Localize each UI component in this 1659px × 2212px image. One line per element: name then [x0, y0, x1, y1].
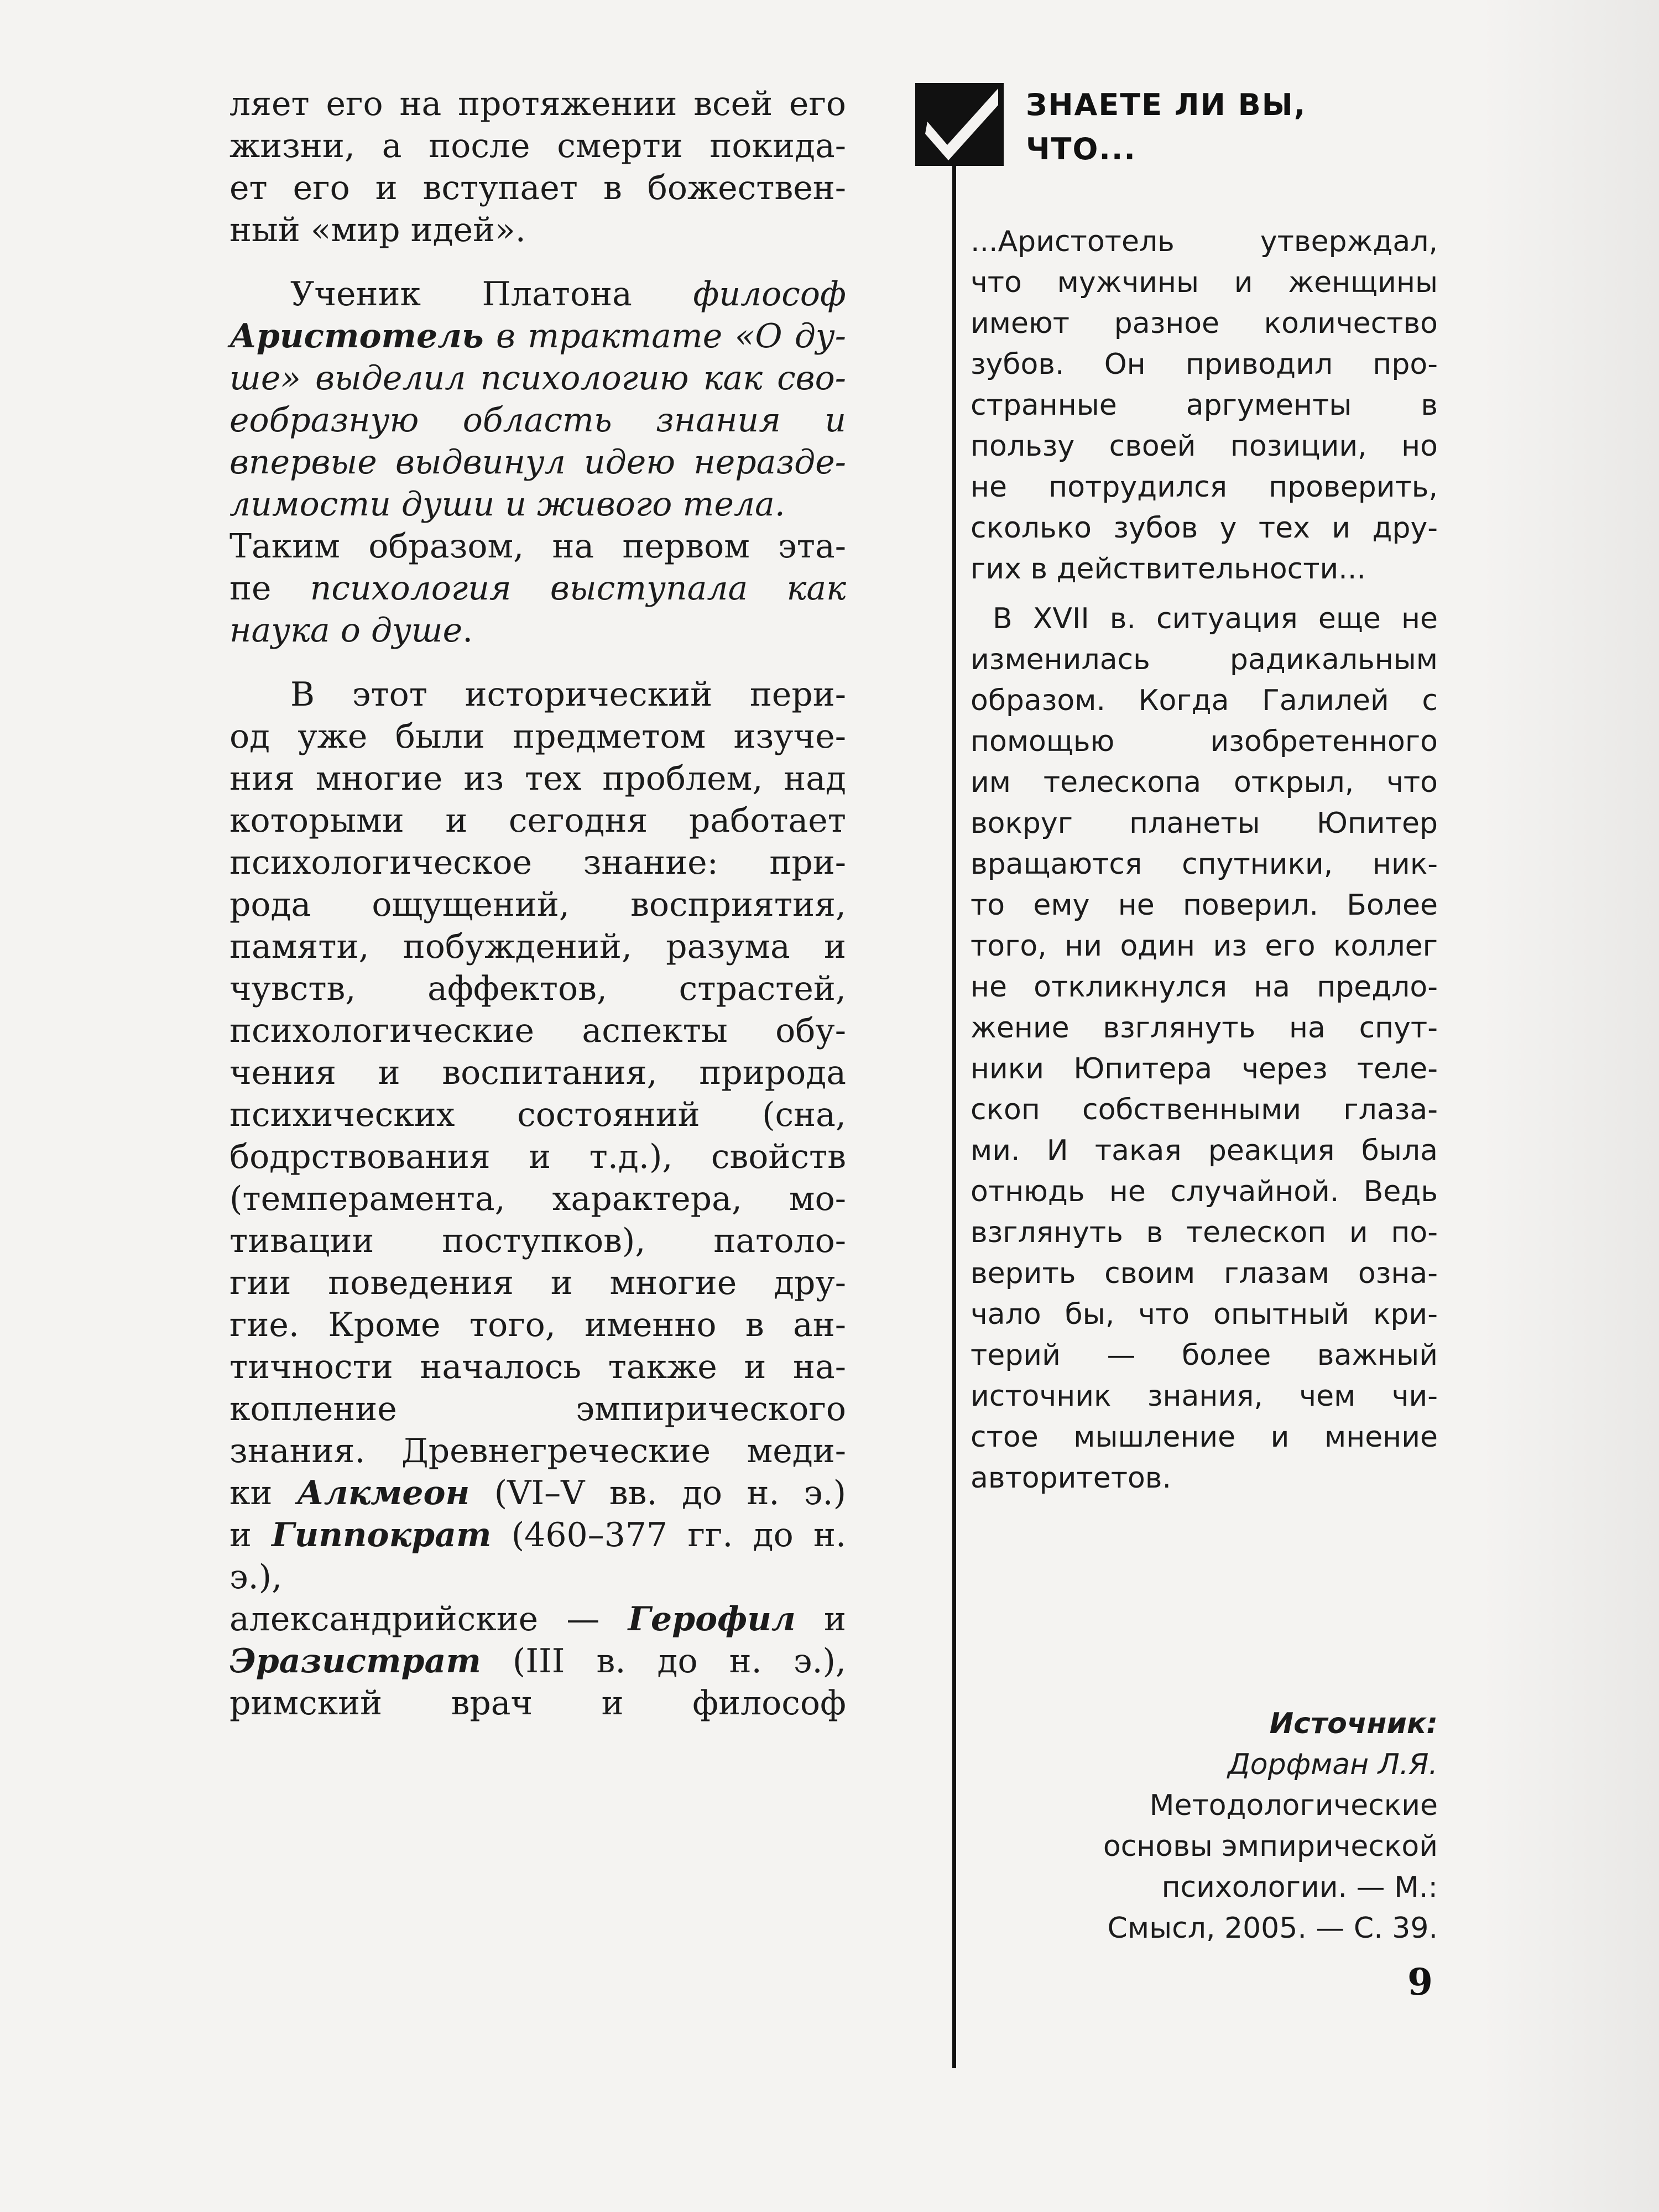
text-line: психических состояний (сна, [229, 1095, 846, 1134]
text-line [229, 1514, 846, 1598]
text-line: психологические аспекты обу- [229, 1011, 846, 1050]
text-line: ми. И такая реакция была [971, 1134, 1438, 1167]
text-line: Таким образом, на первом эта- [229, 527, 846, 566]
text-line [229, 1640, 846, 1682]
sidebar-paragraph-1 [971, 221, 1438, 589]
main-text-column [229, 83, 846, 1746]
text-line: источник знания, чем чи- [971, 1380, 1438, 1413]
source-line: психологии. — М.: [1161, 1871, 1438, 1904]
source-citation [971, 1703, 1438, 1949]
emphasis-text: философ [693, 275, 846, 314]
bold-name: Аристотель [229, 317, 484, 356]
bold-name: Эразистрат [229, 1642, 481, 1681]
text-line: изменилась радикальным [971, 643, 1438, 676]
text-line: имеют разное количество [971, 307, 1438, 340]
text-line: ляет его на протяжении всей его [229, 85, 846, 123]
emphasis-text: в трактате «О ду- [483, 317, 846, 356]
sidebar-divider [952, 166, 956, 2068]
text-line: что мужчины и женщины [971, 266, 1438, 299]
text-line: В этот исторический пери- [290, 675, 846, 714]
text-line: сколько зубов у тех и дру- [971, 512, 1438, 545]
text-span: (III в. до н. э.), [481, 1642, 846, 1681]
text-line: верить своим глазам озна- [971, 1257, 1438, 1290]
text-line: чения и воспитания, природа [229, 1053, 846, 1092]
text-line: то ему не поверил. Более [971, 889, 1438, 922]
text-line: ...Аристотель утверждал, [971, 225, 1438, 258]
text-line: скоп собственными глаза- [971, 1093, 1438, 1126]
text-line: гих в действительности... [971, 552, 1366, 586]
source-line: Смысл, 2005. — С. 39. [1107, 1912, 1438, 1945]
text-line: вращаются спутники, ник- [971, 848, 1438, 881]
text-line: психологическое знание: при- [229, 843, 846, 882]
checkmark-box-icon [915, 83, 1004, 166]
text-line: помощью изобретенного [971, 725, 1438, 758]
text-line: вокруг планеты Юпитер [971, 807, 1438, 840]
text-line: которыми и сегодня работает [229, 801, 846, 840]
emphasis-text: наука о душе [229, 611, 463, 650]
text-line: ния многие из тех проблем, над [229, 759, 846, 798]
text-span: ки [229, 1474, 297, 1512]
paragraph-2 [229, 273, 846, 651]
source-line: основы эмпирической [1103, 1830, 1438, 1863]
text-line: того, ни один из его коллег [971, 930, 1438, 963]
text-line: знания. Древнегреческие меди- [229, 1432, 846, 1470]
text-line: тивации поступков), патоло- [229, 1222, 846, 1260]
text-line: гие. Кроме того, именно в ан- [229, 1306, 846, 1344]
emphasis-text: впервые выдвинул идею неразде- [229, 443, 846, 482]
text-line [229, 567, 846, 609]
text-span: и [229, 1516, 272, 1554]
text-line: (темперамента, характера, мо- [229, 1180, 846, 1218]
text-line: бодрствования и т.д.), свойств [229, 1138, 846, 1176]
text-line [229, 1598, 846, 1640]
text-line [229, 357, 846, 399]
bold-name: Гиппократ [272, 1516, 492, 1554]
text-line: римский врач и философ [229, 1684, 846, 1723]
emphasis-text: еобразную область знания и [229, 401, 846, 440]
emphasis-text: лимости души и живого тела. [229, 485, 785, 524]
text-line: авторитетов. [971, 1462, 1171, 1495]
sidebar-paragraph-2 [971, 598, 1438, 1499]
text-line: терий — более важный [971, 1339, 1438, 1372]
text-span: (460–377 гг. до н. э.), [229, 1516, 847, 1597]
sidebar-title-line: ЗНАЕТЕ ЛИ ВЫ, [1026, 87, 1307, 122]
emphasis-text: психология выступала как [310, 569, 846, 608]
text-line: ет его и вступает в божествен- [229, 169, 846, 207]
text-line: стое мышление и мнение [971, 1421, 1438, 1454]
text-span: и [795, 1600, 846, 1639]
text-line: гии поведения и многие дру- [229, 1264, 846, 1302]
paragraph-1 [229, 83, 846, 251]
text-line: зубов. Он приводил про- [971, 348, 1438, 381]
text-span: (VI–V вв. до н. э.) [469, 1474, 847, 1512]
text-line: рода ощущений, восприятия, [229, 885, 846, 924]
text-line: им телескопа открыл, что [971, 766, 1438, 799]
text-line: чало бы, что опытный кри- [971, 1298, 1438, 1331]
text-line: странные аргументы в [971, 389, 1438, 422]
text-span: Ученик Платона [290, 275, 693, 314]
text-line: копление эмпирического [229, 1390, 846, 1428]
text-line: чувств, аффектов, страстей, [229, 969, 846, 1008]
text-line [229, 315, 846, 357]
text-line: образом. Когда Галилей с [971, 684, 1438, 717]
text-span: . [462, 611, 473, 650]
text-span: александрийские — [229, 1600, 628, 1639]
text-line: жизни, а после смерти покида- [229, 127, 846, 165]
text-line [229, 441, 846, 483]
text-line: отнюдь не случайной. Ведь [971, 1175, 1438, 1208]
text-line: В XVII в. ситуация еще не [993, 602, 1438, 635]
page-number: 9 [1407, 1960, 1433, 2004]
text-line: тичности началось также и на- [229, 1348, 846, 1386]
sidebar-body [971, 221, 1438, 1507]
source-author: Дорфман Л.Я. [1228, 1748, 1438, 1781]
text-line [229, 1472, 846, 1514]
bold-name: Герофил [628, 1600, 796, 1639]
sidebar-title-line: ЧТО... [1026, 132, 1136, 166]
text-line: жение взглянуть на спут- [971, 1011, 1438, 1045]
emphasis-text: ше» выделил психологию как сво- [229, 359, 846, 398]
paragraph-3 [229, 674, 846, 1724]
text-line [229, 483, 846, 525]
text-line: взглянуть в телескоп и по- [971, 1216, 1438, 1249]
text-line: памяти, побуждений, разума и [229, 927, 846, 966]
text-span: пе [229, 569, 310, 608]
text-line: пользу своей позиции, но [971, 430, 1438, 463]
text-line: не потрудился проверить, [971, 471, 1438, 504]
text-line: од уже были предметом изуче- [229, 717, 846, 756]
source-line: Методологические [1149, 1789, 1438, 1822]
sidebar-title [1026, 83, 1413, 171]
text-line: не откликнулся на предло- [971, 971, 1438, 1004]
checkmark-icon [915, 83, 1004, 166]
text-line: ники Юпитера через теле- [971, 1052, 1438, 1086]
page-edge-shadow [1482, 0, 1659, 2212]
text-line [229, 399, 846, 441]
source-label: Источник: [1269, 1707, 1438, 1740]
text-line [229, 273, 846, 315]
bold-name: Алкмеон [296, 1474, 470, 1512]
text-line: ный «мир идей». [229, 211, 526, 249]
text-line [229, 609, 846, 651]
